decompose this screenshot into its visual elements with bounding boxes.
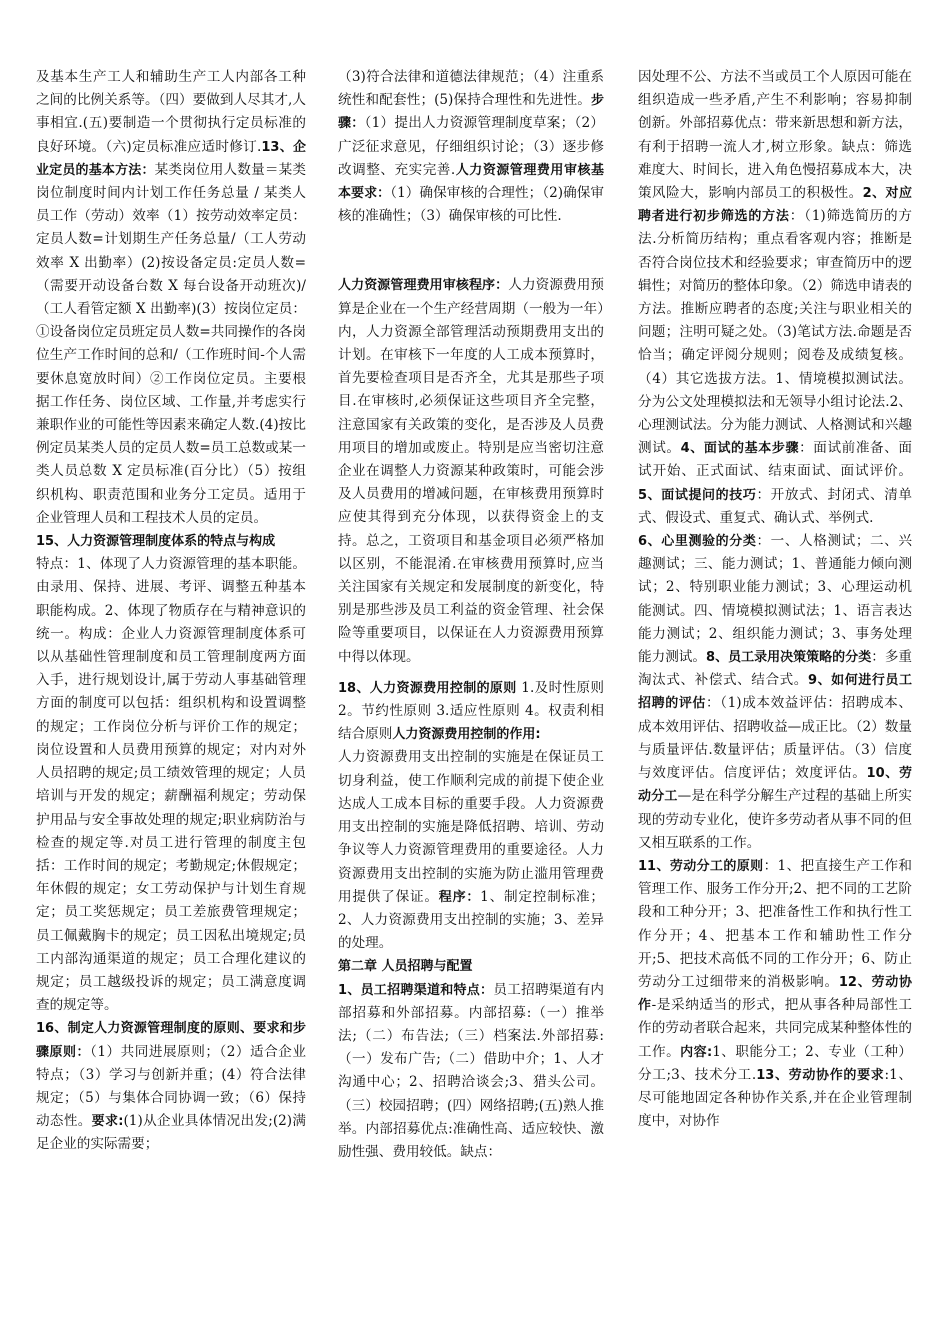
paragraph-audit-procedure: [338, 274, 604, 668]
heading-cooperation-requirements: 13、劳动协作的要求: [756, 1067, 885, 1083]
heading-steps: 步骤：: [338, 93, 604, 132]
heading-recruitment-evaluation: 9、如何进行员工招聘的评估: [638, 673, 913, 712]
heading-hiring-decision: 8、员工录用决策策略的分类: [706, 650, 872, 666]
text: 员工招聘渠道有内部招募和外部招募。内部招募:（一）推举法;（二）布告法;（三）档案法.外部招募:（一）发布广告;（二）借助中介；1、人才沟通中心；2、招聘洽谈会;3、猎头公司。（三）校园招聘；(四）网络招聘;(五)熟人推举。内部招募优点:准确性高、适应较快、激励性强、费用较低。缺点：: [338, 981, 605, 1160]
heading-labor-cooperation: 12、劳动协作: [638, 974, 913, 1014]
column-2: [338, 66, 604, 1164]
text: ：面试前准备、面试开始、正式面试、结束面试、面试评价。: [638, 440, 913, 480]
text: （1）共同进展原则；（2）适合企业特点；（3）学习与创新并重；(4）符合法律规定；（5）与集体合同协调一致；（6）保持动态性。: [36, 1043, 306, 1130]
heading-cost-control-principles: 18、人力资源费用控制的原则: [338, 680, 517, 696]
heading-requirements: 要求:: [91, 1114, 124, 1130]
paragraph-cost-control: [338, 677, 604, 955]
heading-screening: 2、对应聘者进行初步筛选的方法: [638, 186, 913, 225]
text: 因处理不公、方法不当或员工个人原因可能在组织造成一些矛盾,产生不利影响；容易抑制创新。外部招募优点：带来新思想和新方法，有利于招聘一流人才,树立形象。缺点：筛选难度大、时间长，进入角色慢招募成本大，决策风险大，影响内部员工的积极性。: [638, 69, 912, 202]
text: ：1、把直接生产工作和管理工作、服务工作分开;2、把不同的工艺阶段和工种分开；3、把准备性工作和执行性工作分开；4、把基本工作和辅助性工作分开;5、把技术高低不同的工作分开；6、防止劳动分工过细带来的消极影响。: [638, 857, 912, 990]
heading-recruitment-channels: 1、员工招聘渠道和特点：: [338, 982, 494, 998]
heading-division-of-labor: 10、劳动分工: [638, 766, 913, 805]
chapter-title: 第二章 人员招聘与配置: [338, 959, 473, 975]
paragraph-principles: [36, 1017, 306, 1156]
heading-procedure: 程序：: [438, 889, 481, 905]
spacer: [338, 669, 604, 677]
text: (1)从企业具体情况出发;(2)满足企业的实际需要；: [36, 1113, 307, 1153]
text: ：（1)筛选简历的方法.分析简历结构；重点看客观内容；推断是否符合岗位技术和经验要求；审查简历中的逻辑性；对简历的整体印象。（2）筛选申请表的方法。推断应聘者的态度;关注与职业相关的问题；注明可疑之处。（3)笔试方法.命题是否恰当；确定评阅分规则；阅卷及成绩复核。（4）其它选拔方法。1、情境模拟测试法。分为公文处理模拟法和无领导小组讨论法.2、心理测试法。分为能力测试、人格测试和兴趣测试。: [638, 208, 912, 457]
text: —是在科学分解生产过程的基础上所实现的劳动专业化，使许多劳动者从事不同的但又相互联系的工作。: [638, 788, 912, 851]
heading-content: 内容:: [680, 1044, 713, 1060]
heading-staffing-methods: 13、企业定员的基本方法：: [36, 139, 307, 178]
text: 1、制定控制标准；2、人力资源费用支出控制的实施；3、差异的处理。: [338, 888, 604, 952]
paragraph-psych-tests: [638, 530, 912, 855]
paragraph-screening: [638, 66, 912, 530]
heading-principles: 16、制定人力资源管理制度的原则、要求和步骤原则：: [36, 1021, 306, 1060]
paragraph-staffing-methods: [36, 66, 306, 530]
heading-psych-tests: 6、心里测验的分类: [638, 534, 757, 550]
spacer: [338, 228, 604, 274]
paragraph-recruitment-channels: [338, 979, 604, 1165]
text: 1.及时性原则 2。节约性原则 3.适应性原则 4。权责利相结合原则: [338, 679, 604, 743]
text: ：多重淘汰式、补偿式、结合式。: [638, 649, 913, 689]
text: :1、尽可能地固定各种协作关系,并在企业管理制度中，对协作: [638, 1066, 912, 1130]
text: ：（1)成本效益评估：招聘成本、成本效用评估、招聘收益—成正比。（2）数量与质量评估.数量评估；质量评估。（3）信度与效度评估。信度评估；效度评估。: [638, 695, 912, 782]
heading-hr-system: 15、人力资源管理制度体系的特点与构成: [36, 534, 276, 550]
text: 人力资源费用预算是企业在一个生产经营周期（一般为一年）内，人力资源全部管理活动预期费用支出的计划。在审核下一年度的人工成本预算时，首先要检查项目是否齐全，尤其是那些子项目.在审核时,必须保证这些项目齐全完整，注意国家有关政策的变化，是否涉及人员费用项目的增加或废止。特别是应当密切注意企业在调整人力资源某种政策时，可能会涉及人员费用的增减问题，在审核费用预算时应使其得到充分体现，以获得资金上的支持。总之，工资项目和基金项目必须严格加以区别，不能混淆.在审核费用预算时,应当关注国家有关规定和发展制度的新变化，特别是那些涉及员工利益的资金管理、社会保险等重要项目，以保证在人力资源费用预算中得以体现。: [338, 277, 604, 665]
text: （1）提出人力资源管理制度草案；（2）广泛征求意见，仔细组织讨论；（3）逐步修改调整、充实完善.: [338, 115, 604, 178]
text: 某类岗位用人数量＝某类岗位制度时间内计划工作任务总量 / 某类人员工作（劳动）效率（1）按劳动效率定员：定员人数=计划期生产任务总量/（工人劳动效率 X 出勤率）(2)按设备定员:定员人数=（需要开动设备台数 X 每台设备开动班次)/（工人看管定额 X 出勤率)(3）按岗位定员：①设备岗位定员班定员人数=共同操作的各岗位生产工作时间的总和/（工作班时间-个人需要休息宽放时间）②工作岗位定员。主要根据工作任务、岗位区域、工作量,并考虑实行兼职作业的可能性等因素来确定人数.(4)按比例定员某类人员的定员人数=员工总数或某一类人员总数 X 定员标准(百分比）（5）按组织机构、职责范围和业务分工定员。适用于企业管理人员和工程技术人员的定员。: [36, 161, 306, 526]
heading-interview-steps: 4、面试的基本步骤: [680, 441, 800, 457]
text: 及基本生产工人和辅助生产工人内部各工种之间的比例关系等。（四）要做到人尽其才,人事相宜.(五)要制造一个贯彻执行定员标准的良好环境。（六)定员标准应适时修订.: [36, 69, 306, 155]
text: ：一、人格测试；二、兴趣测试；三、能力测试；1、普通能力倾向测试；2、特别职业能力测试；3、心理运动机能测试。四、情境模拟测试法；1、语言表达能力测试；2、组织能力测试；3、事务处理能力测试。: [638, 533, 913, 666]
text: 1、职能分工；2、专业（工种）分工;3、技术分工.: [638, 1043, 913, 1083]
column-3: [638, 66, 912, 1133]
heading-interview-questions: 5、面试提问的技巧: [638, 487, 757, 503]
text: （3)符合法律和道德法律规范；（4）注重系统性和配套性；(5)保持合理性和先进性。: [338, 69, 604, 109]
text: ：开放式、封闭式、清单式、假设式、重复式、确认式、举例式.: [638, 486, 913, 526]
heading-labor-principles: 11、劳动分工的原则: [638, 858, 764, 874]
heading-cost-control-role: 人力资源费用控制的作用:: [392, 727, 541, 743]
text: -是采纳适当的形式，把从事各种局部性工作的劳动者联合起来，共同完成某种整体性的工作。: [638, 997, 912, 1060]
heading-audit-procedure: 人力资源管理费用审核程序：: [338, 278, 509, 294]
chapter-heading: [338, 955, 604, 978]
column-1: [36, 66, 306, 1157]
paragraph-labor-principles: [638, 855, 912, 1133]
paragraph-hr-system: [36, 530, 306, 1017]
text: （1）确保审核的合理性；（2)确保审核的准确性；（3）确保审核的可比性.: [338, 185, 604, 225]
paragraph-steps: [338, 66, 604, 228]
heading-audit-requirements: 人力资源管理费用审核基本要求：: [338, 162, 604, 202]
text: 特点：1、体现了人力资源管理的基本职能。由录用、保持、进展、考评、调整五种基本职能构成。2、体现了物质存在与精神意识的统一。构成：企业人力资源管理制度体系可以从基础性管理制度和员工管理制度两方面入手，进行规划设计,属于劳动人事基础管理方面的制度可以包括：组织机构和设置调整的规定；工作岗位分析与评价工作的规定；岗位设置和人员费用预算的规定；对内对外人员招聘的规定;员工绩效管理的规定；人员培训与开发的规定；薪酬福利规定；劳动保护用品与安全事故处理的规定;职业病防治与检查的规定等.对员工进行管理的制度主包括：工作时间的规定；考勤规定;休假规定；年休假的规定；女工劳动保护与计划生育规定；员工奖惩规定；员工差旅费管理规定；员工佩戴胸卡的规定；员工因私出境规定;员工内部沟通渠道的规定；员工合理化建议的规定；员工越级投诉的规定；员工满意度调查的规定等。: [36, 556, 306, 1014]
text: 人力资源费用支出控制的实施是在保证员工切身利益，使工作顺利完成的前提下使企业达成人工成本目标的重要手段。人力资源费用支出控制的实施是降低招聘、培训、劳动争议等人力资源管理费用的重要途径。人力资源费用支出控制的实施为防止滥用管理费用提供了保证。: [338, 749, 604, 905]
